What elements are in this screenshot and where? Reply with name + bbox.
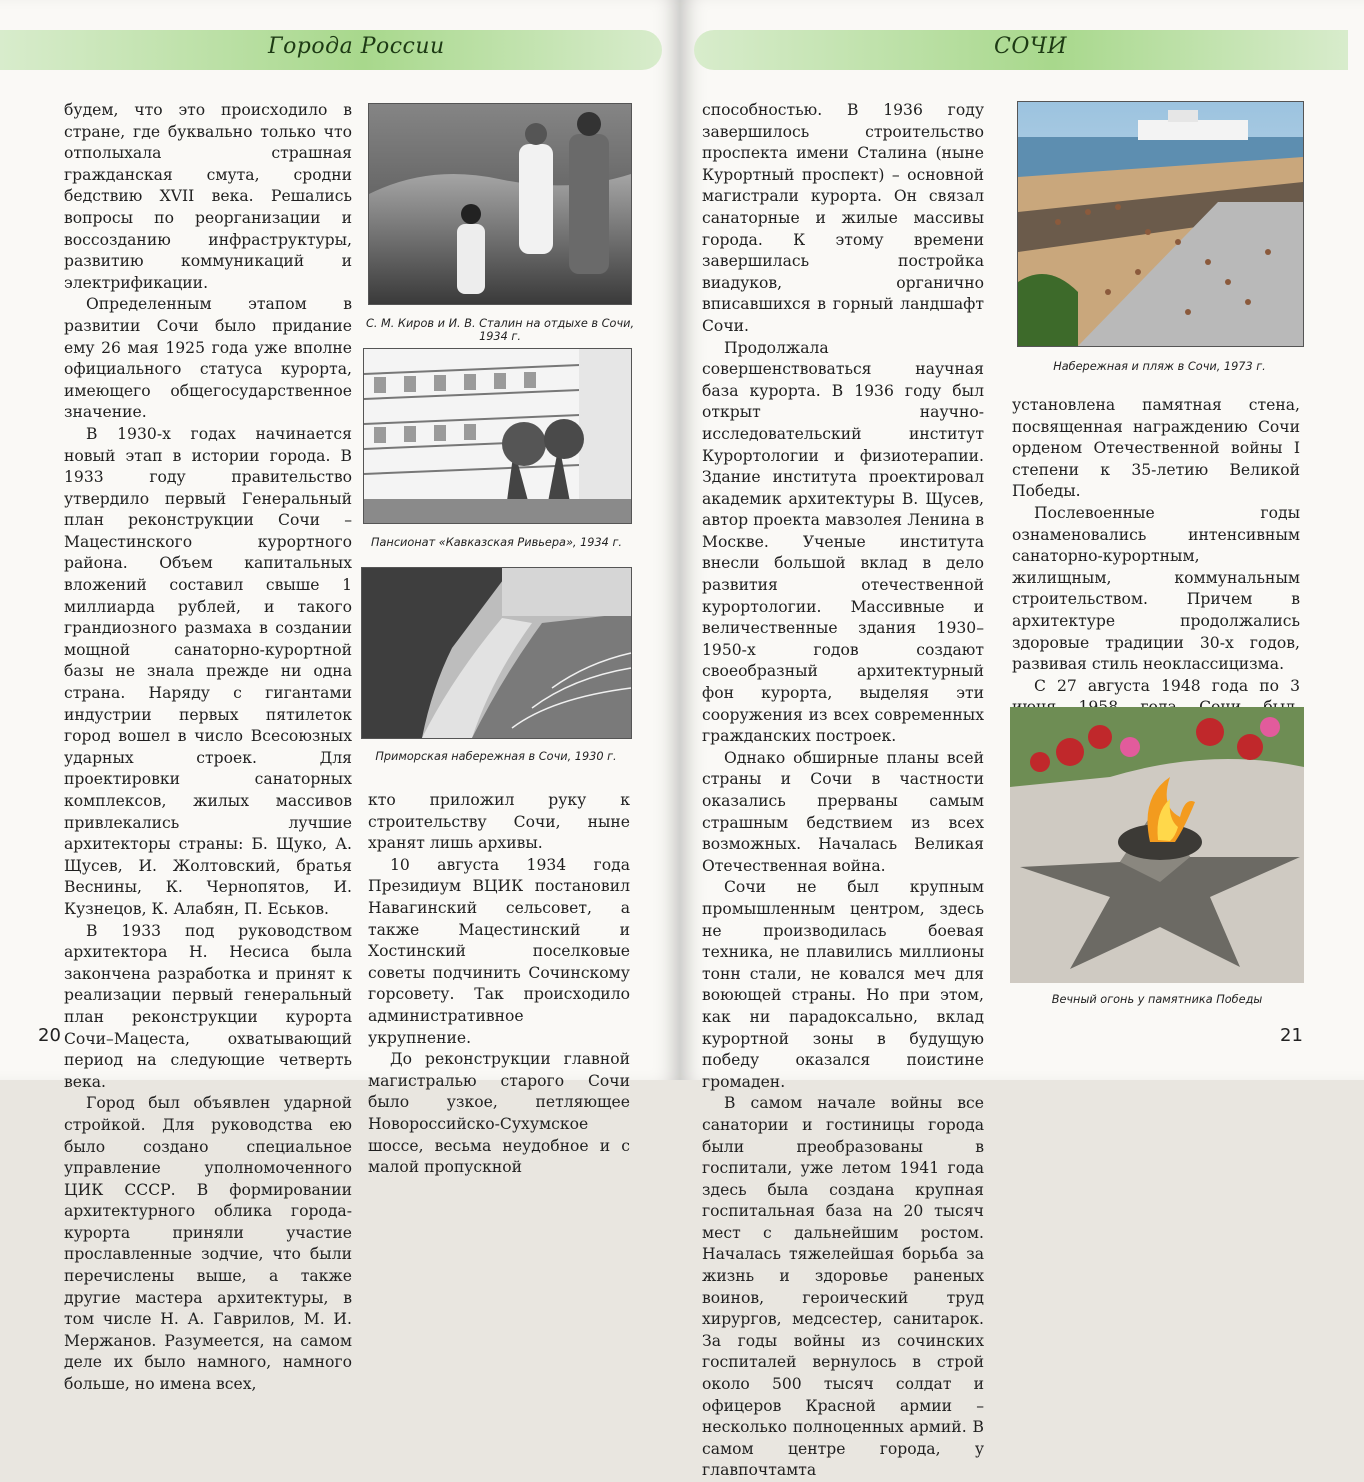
left-text-column-1 bbox=[64, 100, 352, 1396]
paragraph: Город был объявлен ударной стройкой. Для руководства ею было создано специальное управление уполномоченного ЦИК СССР. В формировании архитектурного облика города-курорта приняли участие прославленные зодчие, что были перечислены выше, а также другие мастера архитектуры, в том числе Н. А. Гаврилов, М. И. Мержанов. Разумеется, на самом деле их было намного, намного больше, но имена всех, bbox=[64, 1094, 352, 1394]
photo-kavkazskaya-riviera bbox=[363, 348, 632, 524]
right-text-column-1 bbox=[702, 100, 984, 1482]
photo-beach-sochi-1973 bbox=[1017, 101, 1304, 347]
left-text-column-2 bbox=[368, 790, 630, 1179]
paragraph: Сочи не был крупным промышленным центром, здесь не производилась боевая техника, не плавились миллионы тонн стали, не ковался меч для воюющей страны. Но при этом, как ни парадоксально, вклад курортной зоны в будущую победу оказался поистине громаден. bbox=[702, 878, 984, 1091]
paragraph: кто приложил руку к строительству Сочи, ныне хранят лишь архивы. bbox=[368, 791, 630, 853]
paragraph: способностью. В 1936 году завершилось строительство проспекта имени Сталина (ныне Курортный проспект) – основной магистрали курорта. Он связал санаторные и жилые массивы города. К этому времени завершилась постройка виадуков, органично вписавшихся в горный ландшафт Сочи. bbox=[702, 101, 984, 335]
paragraph: установлена памятная стена, посвященная награждению Сочи орденом Отечественной войны I степени к 35-летию Великой Победы. bbox=[1012, 396, 1300, 501]
paragraph: 10 августа 1934 года Президиум ВЦИК постановил Навагинский сельсовет, а также Мацестинский и Хостинский поселковые советы подчинить Сочинскому горсовету. Так происходило административное укрупнение. bbox=[368, 855, 630, 1047]
paragraph: В 1933 под руководством архитектора Н. Несиса была закончена разработка и принят к реализации первый генеральный план реконструкции курорта Сочи–Мацеста, охватывающий период на следующие четверть века. bbox=[64, 921, 352, 1091]
right-header-band bbox=[694, 30, 1348, 70]
left-header-band bbox=[0, 30, 662, 70]
photo-primorskaya-embankment bbox=[361, 567, 632, 739]
caption-photo-5: Вечный огонь у памятника Победы bbox=[1051, 993, 1263, 1006]
caption-photo-2: Пансионат «Кавказская Ривьера», 1934 г. bbox=[371, 536, 622, 549]
paragraph: будем, что это происходило в стране, где буквально только что отполыхала страшная гражданская смута, сродни бедствию XVII века. Решались вопросы по реорганизации и воссозданию инфраструктуры, развитию коммуникаций и электрификации. bbox=[64, 101, 352, 292]
right-running-header: СОЧИ bbox=[994, 34, 1068, 59]
left-page-number: 20 bbox=[38, 1025, 61, 1046]
caption-photo-1: С. М. Киров и И. В. Сталин на отдыхе в Сочи, 1934 г. bbox=[365, 317, 635, 343]
photo-eternal-flame bbox=[1010, 707, 1304, 983]
right-page-number: 21 bbox=[1280, 1025, 1303, 1046]
caption-photo-4: Набережная и пляж в Сочи, 1973 г. bbox=[1053, 360, 1266, 373]
paragraph: В самом начале войны все санатории и гостиницы города были преобразованы в госпитали, уже летом 1941 года здесь была создана крупная госпитальная база на 20 тысяч мест с дальнейшим ростом. Началась тяжелейшая борьба за жизнь и здоровье раненых воинов, героический труд хирургов, медсестер, санитарок. За годы войны из сочинских госпиталей вернулось в строй около 500 тысяч солдат и офицеров Красной армии – несколько полноценных армий. В самом центре города, у главпочтамта bbox=[702, 1094, 984, 1480]
paragraph: Определенным этапом в развитии Сочи было придание ему 26 мая 1925 года уже вполне официального статуса курорта, имеющего общегосударственное значение. bbox=[64, 295, 352, 422]
photo-kirov-stalin bbox=[368, 103, 632, 305]
paragraph: С 27 августа 1948 года по 3 bbox=[1034, 676, 1300, 695]
right-page bbox=[680, 0, 1364, 1480]
paragraph: Продолжала совершенствоваться научная база курорта. В 1936 году был открыт научно-исследовательский институт Курортологии и физиотерапии. Здание института проектировал академик архитектуры В. Щусев, автор проекта мавзолея Ленина в Москве. Ученые института внесли большой вклад в дело развития отечественной курортологии. Массивные и величественные здания 1930–1950-х годов создают своеобразный архитектурный фон курорта, выделяя эти сооружения из всех современных гражданских построек. bbox=[702, 338, 984, 746]
left-page bbox=[0, 0, 680, 1394]
caption-photo-3: Приморская набережная в Сочи, 1930 г. bbox=[375, 750, 617, 763]
paragraph: Послевоенные годы ознаменовались интенсивным санаторно-курортным, жилищным, коммунальным строительством. Причем в архитектуре продолжались здоровые традиции 30-х годов, развивая стиль неоклассицизма. bbox=[1012, 503, 1300, 674]
left-running-header: Города России bbox=[268, 34, 445, 59]
paragraph: Однако обширные планы всей страны и Сочи в частности оказались прерваны самым страшным бедствием из всех возможных. Началась Великая Отечественная война. bbox=[702, 748, 984, 875]
paragraph: В 1930-х годах начинается новый этап в истории города. В 1933 году правительство утвердило первый Генеральный план реконструкции Сочи – Мацестинского курортного района. Объем капитальных вложений составил свыше 1 миллиарда рублей, и такого грандиозного размаха в создании мощной санаторно-курортной базы не знала прежде ни одна страна. Наряду с гигантами индустрии первых пятилеток город вошел в число Всесоюзных ударных строек. Для проектировки санаторных комплексов, жилых массивов привлекались лучшие архитекторы страны: Б. Щуко, А. Щусев, И. Жолтовский, братья Веснины, К. Чернопятов, И. Кузнецов, К. Алабян, П. Еськов. bbox=[64, 424, 352, 918]
paragraph: До реконструкции главной магистралью старого Сочи было узкое, петляющее Новороссийско-Сухумское шоссе, весьма неудобное и с малой пропускной bbox=[368, 1050, 630, 1177]
